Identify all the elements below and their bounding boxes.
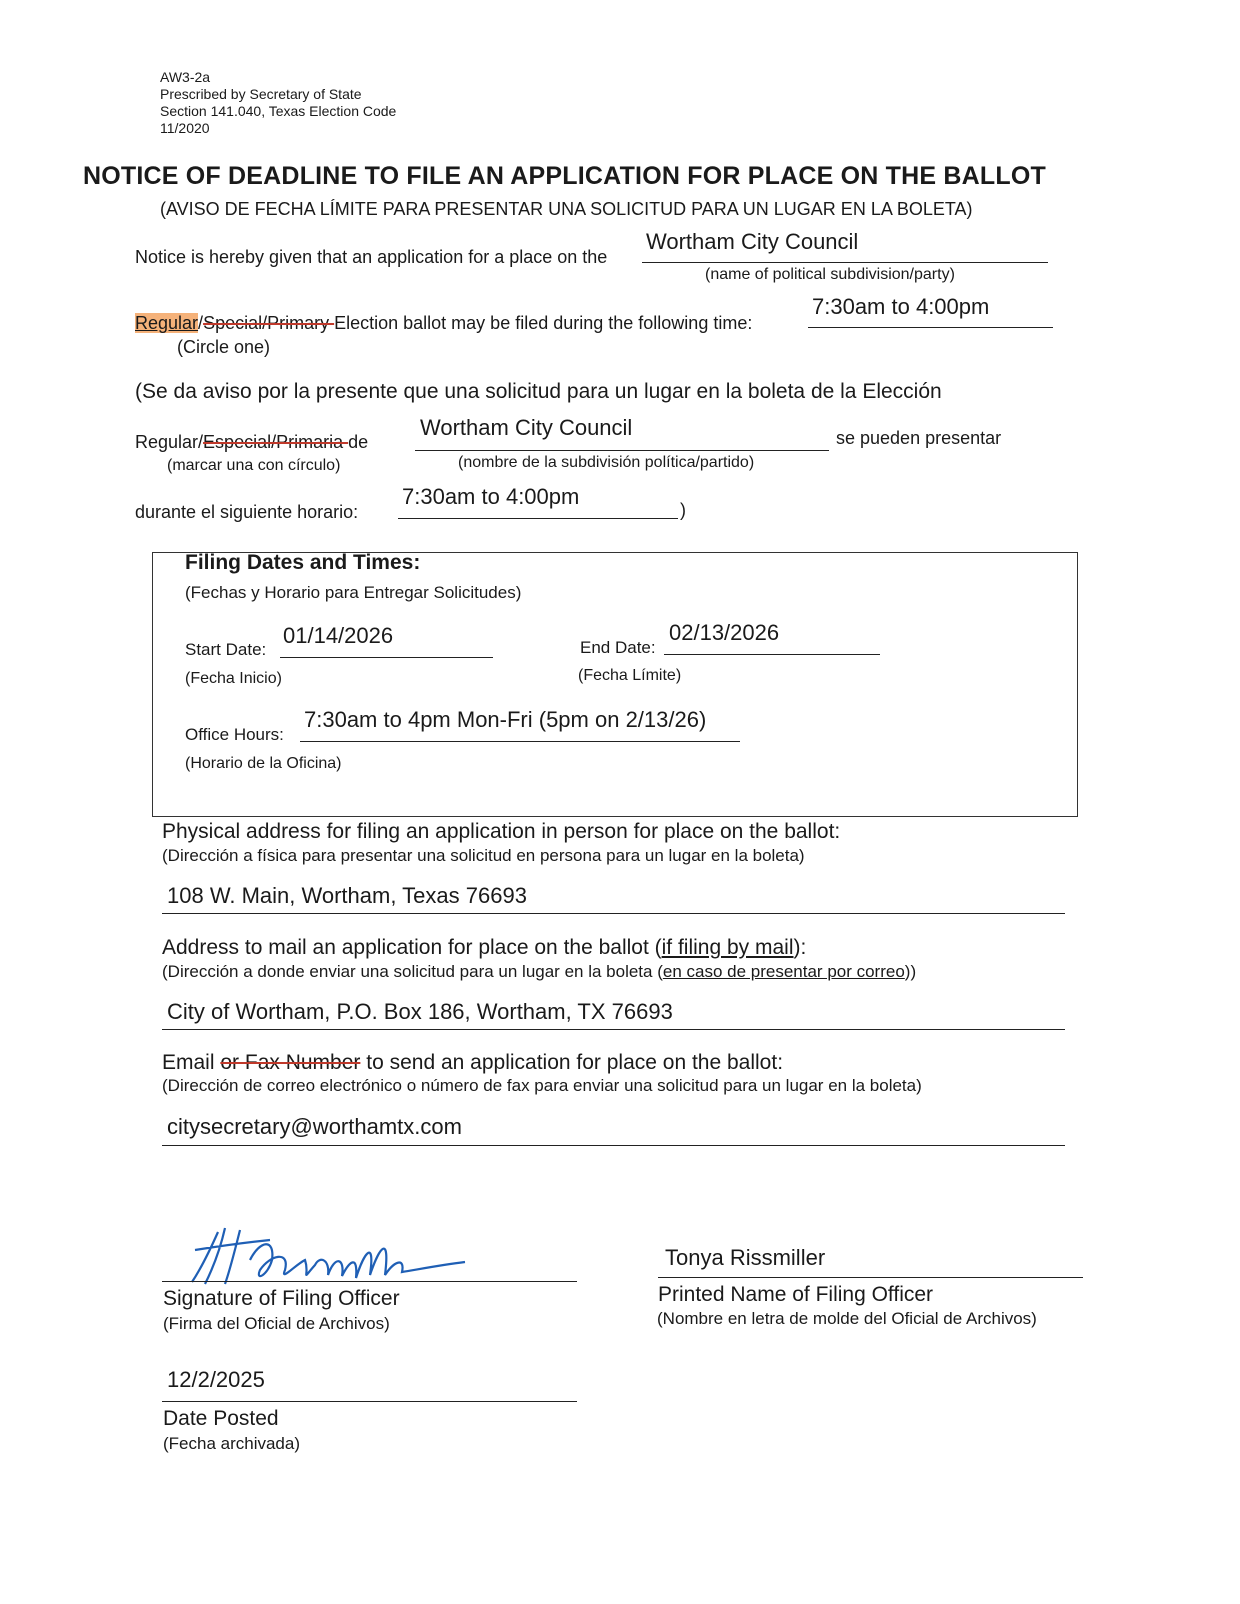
date-posted-label-es: (Fecha archivada) [163, 1434, 301, 1453]
physical-address-value: 108 W. Main, Wortham, Texas 76693 [167, 883, 527, 908]
email-value: citysecretary@worthamtx.com [167, 1114, 462, 1139]
close-paren: ) [680, 500, 686, 520]
circle-one: (Circle one) [177, 337, 271, 357]
spanish-de: de [348, 432, 369, 452]
spanish-subdivision-line [415, 450, 829, 451]
filing-heading: Filing Dates and Times: [185, 551, 421, 574]
end-date-label: End Date: [580, 638, 656, 657]
slash: / [198, 313, 204, 333]
election-type-struck: Special/Primary [203, 313, 335, 333]
email-label [162, 1051, 783, 1075]
mail-label-underlined: if filing by mail [661, 936, 794, 959]
spanish-election-type [135, 432, 368, 453]
physical-address-label: Physical address for filing an application in person for place on the ballot: [162, 820, 841, 843]
spanish-time-value: 7:30am to 4:00pm [402, 484, 580, 509]
subdivision-caption: (name of political subdivision/party) [705, 266, 955, 283]
page-subtitle: (AVISO DE FECHA LÍMITE PARA PRESENTAR UNA SOLICITUD PARA UN LUGAR EN LA BOLETA) [160, 199, 973, 219]
mail-address-value: City of Wortham, P.O. Box 186, Wortham, TX 76693 [167, 999, 673, 1024]
spanish-subdivision-value: Wortham City Council [420, 415, 633, 440]
mail-address-es [162, 962, 916, 982]
form-id: AW3-2a [160, 69, 211, 85]
email-label-pre: Email [162, 1051, 221, 1074]
signature-label: Signature of Filing Officer [163, 1287, 400, 1310]
prescribed-by: Prescribed by Secretary of State [160, 86, 362, 102]
printed-name-line [658, 1277, 1083, 1278]
mail-es-post: )) [904, 962, 917, 981]
physical-address-line [162, 913, 1065, 914]
mail-es-pre: (Dirección a donde enviar una solicitud para un lugar en la boleta ( [162, 962, 663, 981]
filing-heading-es: (Fechas y Horario para Entregar Solicitudes) [185, 583, 522, 602]
spanish-time-line [398, 518, 678, 519]
spanish-subdivision-caption: (nombre de la subdivisión política/partido) [458, 454, 755, 471]
spanish-struck: Especial/Primaria [203, 432, 349, 452]
email-line [162, 1145, 1065, 1146]
office-hours-value: 7:30am to 4pm Mon-Fri (5pm on 2/13/26) [304, 707, 707, 732]
printed-name-value: Tonya Rissmiller [665, 1245, 826, 1270]
election-type-regular-selected: Regular [135, 313, 199, 333]
signature-label-es: (Firma del Oficial de Archivos) [163, 1314, 390, 1333]
mail-label-pre: Address to mail an application for place on the ballot ( [162, 936, 662, 959]
end-date-line [664, 654, 880, 655]
code-section: Section 141.040, Texas Election Code [160, 103, 397, 119]
physical-address-es: (Dirección a física para presentar una solicitud en persona para un lugar en la boleta) [162, 846, 805, 865]
signature-image [180, 1220, 480, 1290]
date-posted-value: 12/2/2025 [167, 1367, 265, 1392]
end-date-es: (Fecha Límite) [578, 667, 682, 684]
printed-name-label: Printed Name of Filing Officer [658, 1283, 934, 1306]
mail-es-underlined: en caso de presentar por correo [662, 962, 905, 981]
office-hours-label: Office Hours: [185, 725, 284, 744]
spanish-notice-text: (Se da aviso por la presente que una solicitud para un lugar en la boleta de la Elección [135, 380, 942, 403]
date-posted-line [162, 1401, 577, 1402]
filing-time-line [808, 327, 1053, 328]
filing-time-value: 7:30am to 4:00pm [812, 294, 990, 319]
se-pueden-presentar: se pueden presentar [836, 428, 1002, 448]
office-hours-line [300, 741, 740, 742]
end-date-value: 02/13/2026 [669, 620, 780, 645]
start-date-es: (Fecha Inicio) [185, 670, 282, 687]
email-label-es: (Dirección de correo electrónico o número de fax para enviar una solicitud para un lugar en la boleta) [162, 1076, 922, 1095]
durante-label: durante el siguiente horario: [135, 502, 359, 522]
mail-label-post: ): [793, 936, 807, 959]
email-label-struck: or Fax Number [220, 1051, 361, 1074]
start-date-value: 01/14/2026 [283, 623, 394, 648]
printed-name-label-es: (Nombre en letra de molde del Oficial de Archivos) [657, 1309, 1037, 1328]
signature-line [162, 1281, 577, 1282]
email-label-post: to send an application for place on the ballot: [360, 1051, 784, 1074]
office-hours-es: (Horario de la Oficina) [185, 755, 342, 772]
spanish-regular: Regular/ [135, 432, 204, 452]
date-posted-label: Date Posted [163, 1407, 279, 1430]
page-title: NOTICE OF DEADLINE TO FILE AN APPLICATION FOR PLACE ON THE BALLOT [83, 162, 1046, 190]
start-date-line [280, 657, 493, 658]
start-date-label: Start Date: [185, 640, 267, 659]
mail-address-line [162, 1029, 1065, 1030]
subdivision-value: Wortham City Council [646, 229, 859, 254]
subdivision-line [642, 262, 1048, 263]
election-type-line [135, 313, 752, 334]
form-header [160, 69, 396, 137]
mail-address-label [162, 936, 806, 960]
form-date: 11/2020 [160, 120, 210, 136]
marcar-caption: (marcar una con círculo) [167, 457, 341, 474]
notice-text: Notice is hereby given that an application for a place on the [135, 247, 608, 267]
election-text: Election ballot may be filed during the following time: [334, 313, 753, 333]
